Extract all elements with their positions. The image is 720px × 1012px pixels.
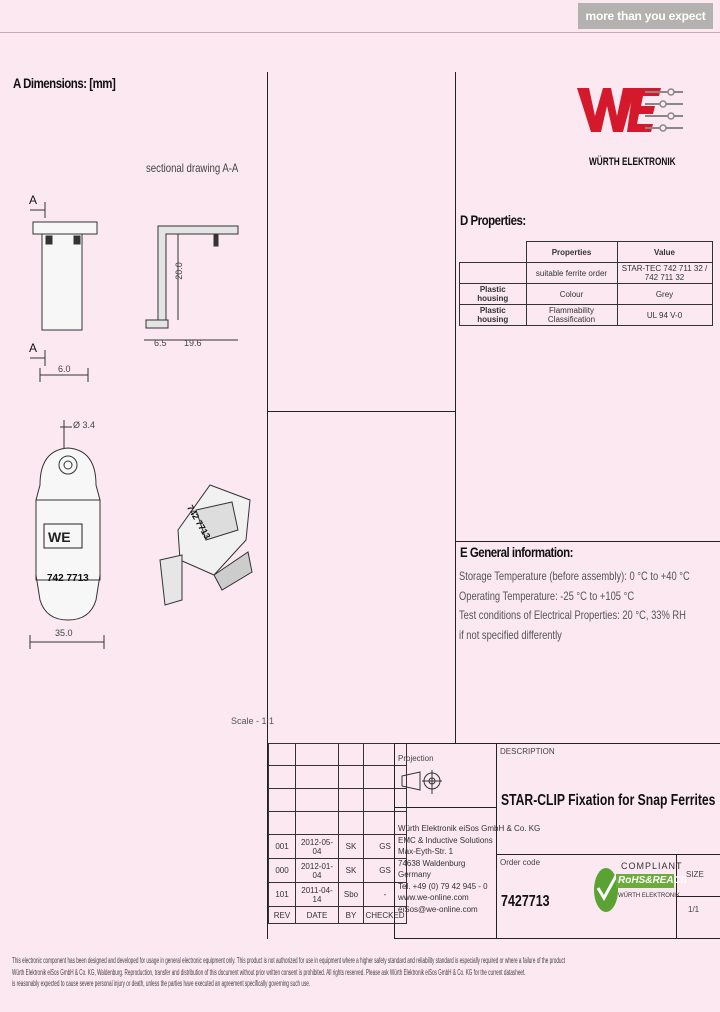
footer-line: is reasonably expected to cause severe personal injury or death, unless the parties have executed an agreement specifically governing such use. xyxy=(12,979,311,988)
info-line: Test conditions of Electrical Properties: 20 °C, 33% RH xyxy=(459,608,686,622)
rev-header: REV xyxy=(269,907,296,924)
info-line: Storage Temperature (before assembly): 0 °C to +40 °C xyxy=(459,569,690,583)
logo-text: WÜRTH ELEKTRONIK xyxy=(589,156,676,168)
info-line: Operating Temperature: -25 °C to +105 °C xyxy=(459,588,635,603)
address-line[interactable]: www.we-online.com xyxy=(398,893,469,902)
table-cell xyxy=(460,263,527,284)
by-cell: SK xyxy=(339,859,364,883)
iso-part-number: 742 7713 xyxy=(185,503,213,541)
general-info xyxy=(459,567,690,645)
footer-line: This electronic component has been designed and developed for usage in general electronic equipment only. This product is not authorized for use in equipment where a higher safety standard and reliability standard is especially required or where a failure of the product xyxy=(12,956,566,965)
section-e-title: E General information: xyxy=(460,544,573,560)
svg-text:WE: WE xyxy=(48,529,71,545)
rev-cell: 101 xyxy=(269,883,296,907)
dim-6-0: 6.0 xyxy=(58,364,71,374)
company-address xyxy=(398,823,540,915)
dim-hole: Ø 3.4 xyxy=(73,420,96,430)
table-cell: Plastic housing xyxy=(460,284,527,305)
by-cell: SK xyxy=(339,835,364,859)
dim-height: 20.0 xyxy=(173,262,184,280)
tb-size-mid xyxy=(676,896,720,897)
table-row xyxy=(460,242,713,263)
frame-divider-mid xyxy=(267,411,456,412)
table-cell: Flammability Classification xyxy=(526,305,617,326)
dim-19-6: 19.6 xyxy=(184,338,202,348)
sheet-number: 1/1 xyxy=(688,905,700,914)
address-line: 74638 Waldenburg xyxy=(398,858,466,868)
tb-proj-line xyxy=(394,807,496,808)
properties-table xyxy=(459,241,713,326)
frame-divider-e xyxy=(455,541,720,542)
dim-width: 35.0 xyxy=(55,628,73,638)
footer-disclaimer xyxy=(12,955,720,990)
table-cell: Plastic housing xyxy=(460,305,527,326)
table-cell: UL 94 V-0 xyxy=(617,305,712,326)
rohs-compliant: COMPLIANT xyxy=(621,861,683,871)
rev-cell: 000 xyxy=(269,859,296,883)
rev-header: CHECKED xyxy=(364,907,407,924)
date-cell: 2011-04-14 xyxy=(296,883,339,907)
tagline-banner: more than you expect xyxy=(578,3,713,29)
description-title: STAR-CLIP Fixation for Snap Ferrites xyxy=(501,792,716,809)
projection-symbol-icon xyxy=(400,766,442,796)
section-d-title: D Properties: xyxy=(460,212,526,228)
address-line: EMC & Inductive Solutions xyxy=(398,835,493,845)
table-header: Value xyxy=(617,242,712,263)
rev-header: DATE xyxy=(296,907,339,924)
tb-top-line xyxy=(394,743,720,744)
dim-6-5: 6.5 xyxy=(154,338,167,348)
table-cell: Colour xyxy=(526,284,617,305)
table-cell: STAR-TEC 742 711 32 / 742 711 32 xyxy=(617,263,712,284)
table-row xyxy=(460,305,713,326)
table-cell xyxy=(460,242,527,263)
part-number-label: 742 7713 xyxy=(47,573,89,584)
checked-cell: GS xyxy=(364,835,407,859)
arrow-label-bottom: A xyxy=(29,341,38,355)
table-cell: Grey xyxy=(617,284,712,305)
size-label: SIZE xyxy=(686,870,704,879)
revision-table xyxy=(268,743,407,924)
rohs-brand: WÜRTH ELEKTRONIK xyxy=(618,893,680,899)
order-code: 7427713 xyxy=(501,893,550,910)
table-header: Properties xyxy=(526,242,617,263)
order-code-label: Order code xyxy=(500,858,541,867)
table-cell: suitable ferrite order xyxy=(526,263,617,284)
tb-line xyxy=(394,743,395,938)
date-cell: 2012-05-04 xyxy=(296,835,339,859)
checked-cell: GS xyxy=(364,859,407,883)
section-a-title: A Dimensions: [mm] xyxy=(13,75,116,91)
rev-header: BY xyxy=(339,907,364,924)
address-line: Germany xyxy=(398,870,431,879)
header-divider xyxy=(0,32,720,33)
projection-label: Projection xyxy=(398,754,434,763)
frame-divider-right xyxy=(455,72,456,743)
rev-cell: 001 xyxy=(269,835,296,859)
table-row xyxy=(460,284,713,305)
footer-line: Würth Elektronik eiSos GmbH & Co. KG, Waldenburg. Reproduction, transfer and distribution of this document without prior written consent is prohibited. All rights reserved. Please ask Würth Elektronik eiSos GmbH & Co. KG for the current datasheet. xyxy=(12,967,526,977)
tb-bottom-line xyxy=(394,938,720,939)
description-label: DESCRIPTION xyxy=(500,747,555,756)
info-line: if not specified differently xyxy=(459,627,562,642)
date-cell: 2012-01-04 xyxy=(296,859,339,883)
address-line: Max-Eyth-Str. 1 xyxy=(398,847,454,856)
arrow-label-top: A xyxy=(29,193,38,207)
address-line: Tel. +49 (0) 79 42 945 - 0 xyxy=(398,881,488,891)
address-line: Würth Elektronik eiSos GmbH & Co. KG xyxy=(398,824,541,833)
address-line[interactable]: eiSos@we-online.com xyxy=(398,904,478,914)
table-row xyxy=(460,263,713,284)
scale-label: Scale - 1:1 xyxy=(231,716,275,726)
rohs-title: RoHS&REACh xyxy=(618,875,687,886)
by-cell: Sbo xyxy=(339,883,364,907)
wurth-logo-icon xyxy=(575,82,685,140)
dimension-drawings xyxy=(0,180,266,740)
sectional-drawing-label: sectional drawing A-A xyxy=(146,161,239,175)
checked-cell: - xyxy=(364,883,407,907)
